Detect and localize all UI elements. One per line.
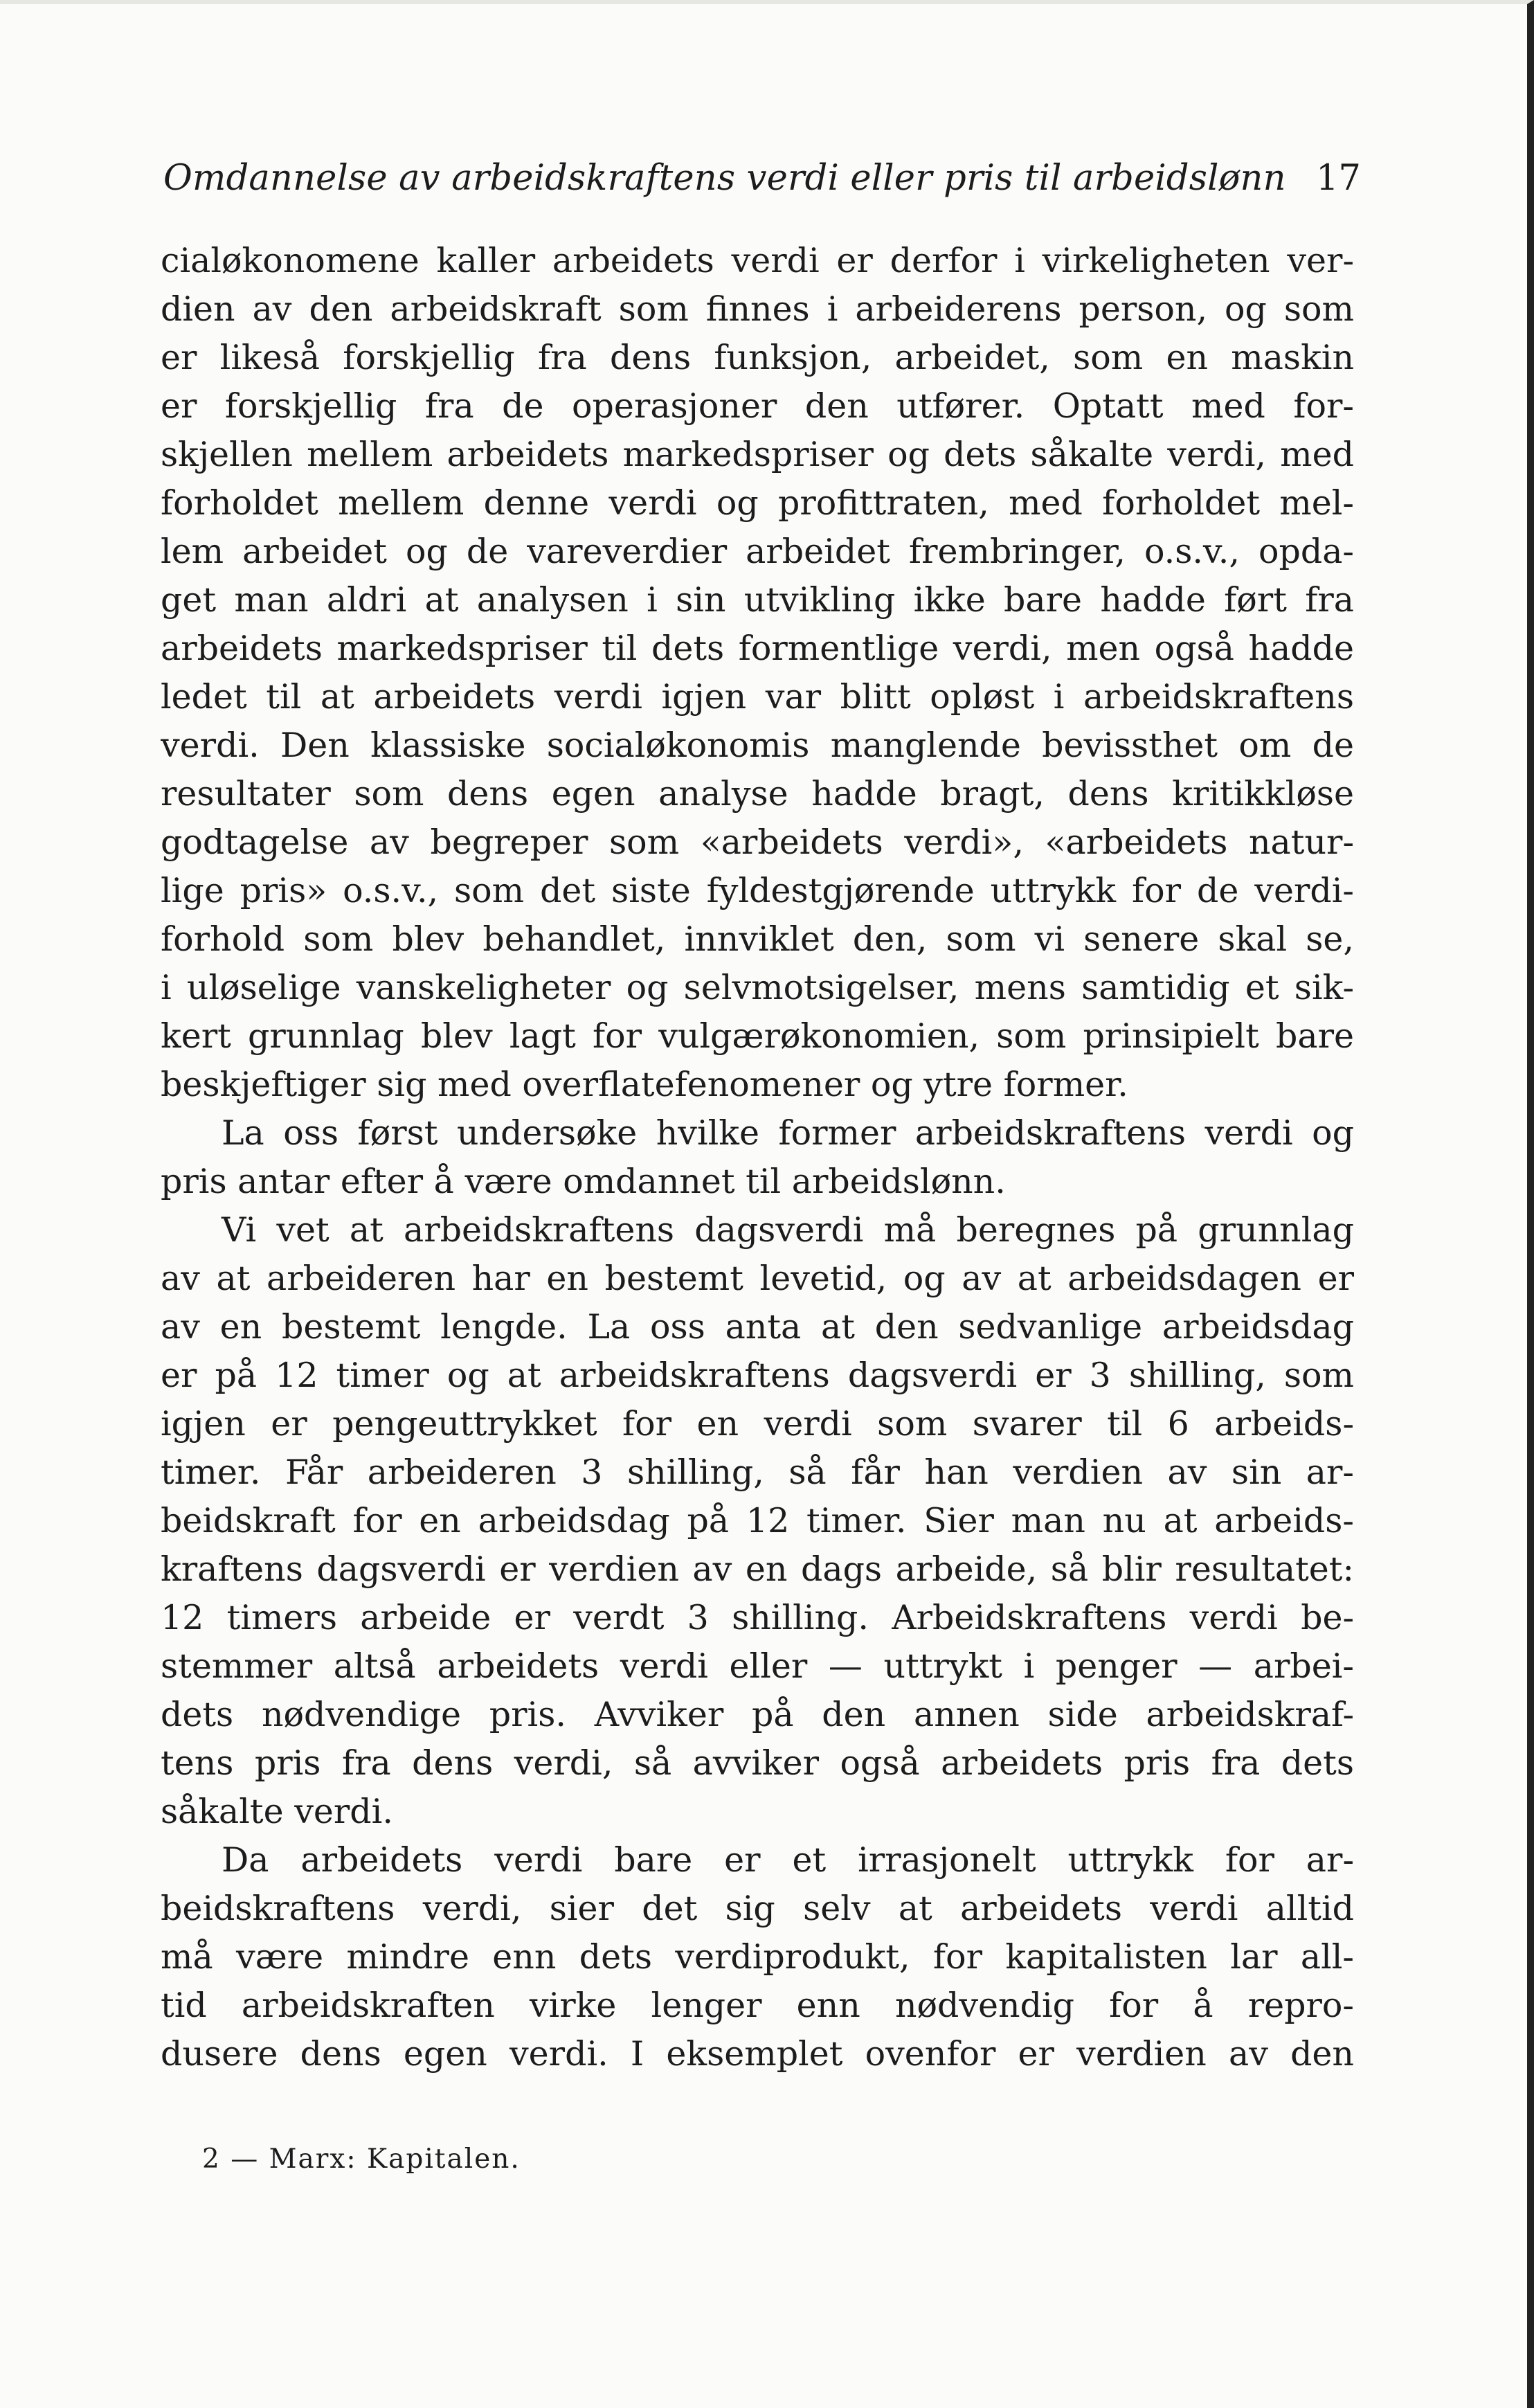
text-line: lige pris» o.s.v., som det siste fyldestgjørende uttrykk for de verdi- [161, 871, 1354, 910]
text-line: kert grunnlag blev lagt for vulgærøkonomien, som prinsipielt bare [161, 1016, 1354, 1056]
running-title: Omdannelse av arbeidskraftens verdi eller pris til arbeidslønn [163, 158, 1286, 199]
text-line: lem arbeidet og de vareverdier arbeidet frembringer, o.s.v., opda- [161, 532, 1354, 571]
text-line: dusere dens egen verdi. I eksemplet ovenfor er verdien av den [161, 2034, 1354, 2074]
text-line: godtagelse av begreper som «arbeidets verdi», «arbeidets natur- [161, 823, 1354, 862]
text-line: dien av den arbeidskraft som finnes i arbeiderens person, og som [161, 289, 1354, 329]
text-line: pris antar efter å være omdannet til arbeidslønn. [161, 1162, 1006, 1201]
text-line: cialøkonomene kaller arbeidets verdi er derfor i virkeligheten ver- [161, 241, 1354, 280]
text-line: i uløselige vanskeligheter og selvmotsigelser, mens samtidig et sik- [161, 968, 1354, 1007]
text-line: beskjeftiger sig med overflatefenomener og ytre former. [161, 1065, 1128, 1104]
text-line: stemmer altså arbeidets verdi eller — uttrykt i penger — arbei- [161, 1646, 1354, 1686]
text-line: av at arbeideren har en bestemt levetid, og av at arbeidsdagen er [161, 1259, 1354, 1298]
text-line: resultater som dens egen analyse hadde bragt, dens kritikkløse [161, 774, 1354, 814]
text-line: arbeidets markedspriser til dets formentlige verdi, men også hadde [161, 629, 1354, 668]
text-line: beidskraftens verdi, sier det sig selv at arbeidets verdi alltid [161, 1889, 1354, 1928]
text-line: 12 timers arbeide er verdt 3 shilling. Arbeidskraftens verdi be- [161, 1598, 1354, 1637]
text-line: ledet til at arbeidets verdi igjen var blitt opløst i arbeidskraftens [161, 677, 1354, 717]
text-line: forhold som blev behandlet, innviklet den, som vi senere skal se, [161, 919, 1354, 959]
text-line: forholdet mellem denne verdi og profittraten, med forholdet mel- [161, 483, 1354, 523]
text-line: beidskraft for en arbeidsdag på 12 timer. Sier man nu at arbeids- [161, 1501, 1354, 1540]
paragraph-start-line: Vi vet at arbeidskraftens dagsverdi må beregnes på grunnlag [222, 1210, 1354, 1250]
text-line: get man aldri at analysen i sin utvikling ikke bare hadde ført fra [161, 580, 1354, 620]
paragraph-start-line: La oss først undersøke hvilke former arbeidskraftens verdi og [222, 1113, 1354, 1153]
text-line: dets nødvendige pris. Avviker på den annen side arbeidskraf- [161, 1695, 1354, 1734]
text-line: verdi. Den klassiske socialøkonomis manglende bevissthet om de [161, 726, 1354, 765]
text-line: av en bestemt lengde. La oss anta at den sedvanlige arbeidsdag [161, 1307, 1354, 1347]
text-line: igjen er pengeuttrykket for en verdi som svarer til 6 arbeids- [161, 1404, 1354, 1444]
text-line: kraftens dagsverdi er verdien av en dags arbeide, så blir resultatet: [161, 1549, 1354, 1589]
page-number: 17 [1316, 158, 1361, 199]
text-line: såkalte verdi. [161, 1792, 393, 1831]
text-line: er likeså forskjellig fra dens funksjon, arbeidet, som en maskin [161, 338, 1354, 377]
text-line: tid arbeidskraften virke lenger enn nødvendig for å repro- [161, 1986, 1354, 2025]
text-line: timer. Får arbeideren 3 shilling, så får han verdien av sin ar- [161, 1453, 1354, 1492]
page-header [163, 158, 1361, 213]
text-line: tens pris fra dens verdi, så avviker også arbeidets pris fra dets [161, 1743, 1354, 1783]
text-line: er forskjellig fra de operasjoner den utfører. Optatt med for- [161, 386, 1354, 426]
body-text [161, 237, 1354, 2078]
text-line: er på 12 timer og at arbeidskraftens dagsverdi er 3 shilling, som [161, 1356, 1354, 1395]
signature-mark: 2 — Marx: Kapitalen. [202, 2144, 521, 2175]
paragraph-start-line: Da arbeidets verdi bare er et irrasjonelt uttrykk for ar- [222, 1840, 1354, 1880]
text-line: skjellen mellem arbeidets markedspriser og dets såkalte verdi, med [161, 435, 1354, 474]
text-line: må være mindre enn dets verdiprodukt, for kapitalisten lar all- [161, 1937, 1354, 1977]
